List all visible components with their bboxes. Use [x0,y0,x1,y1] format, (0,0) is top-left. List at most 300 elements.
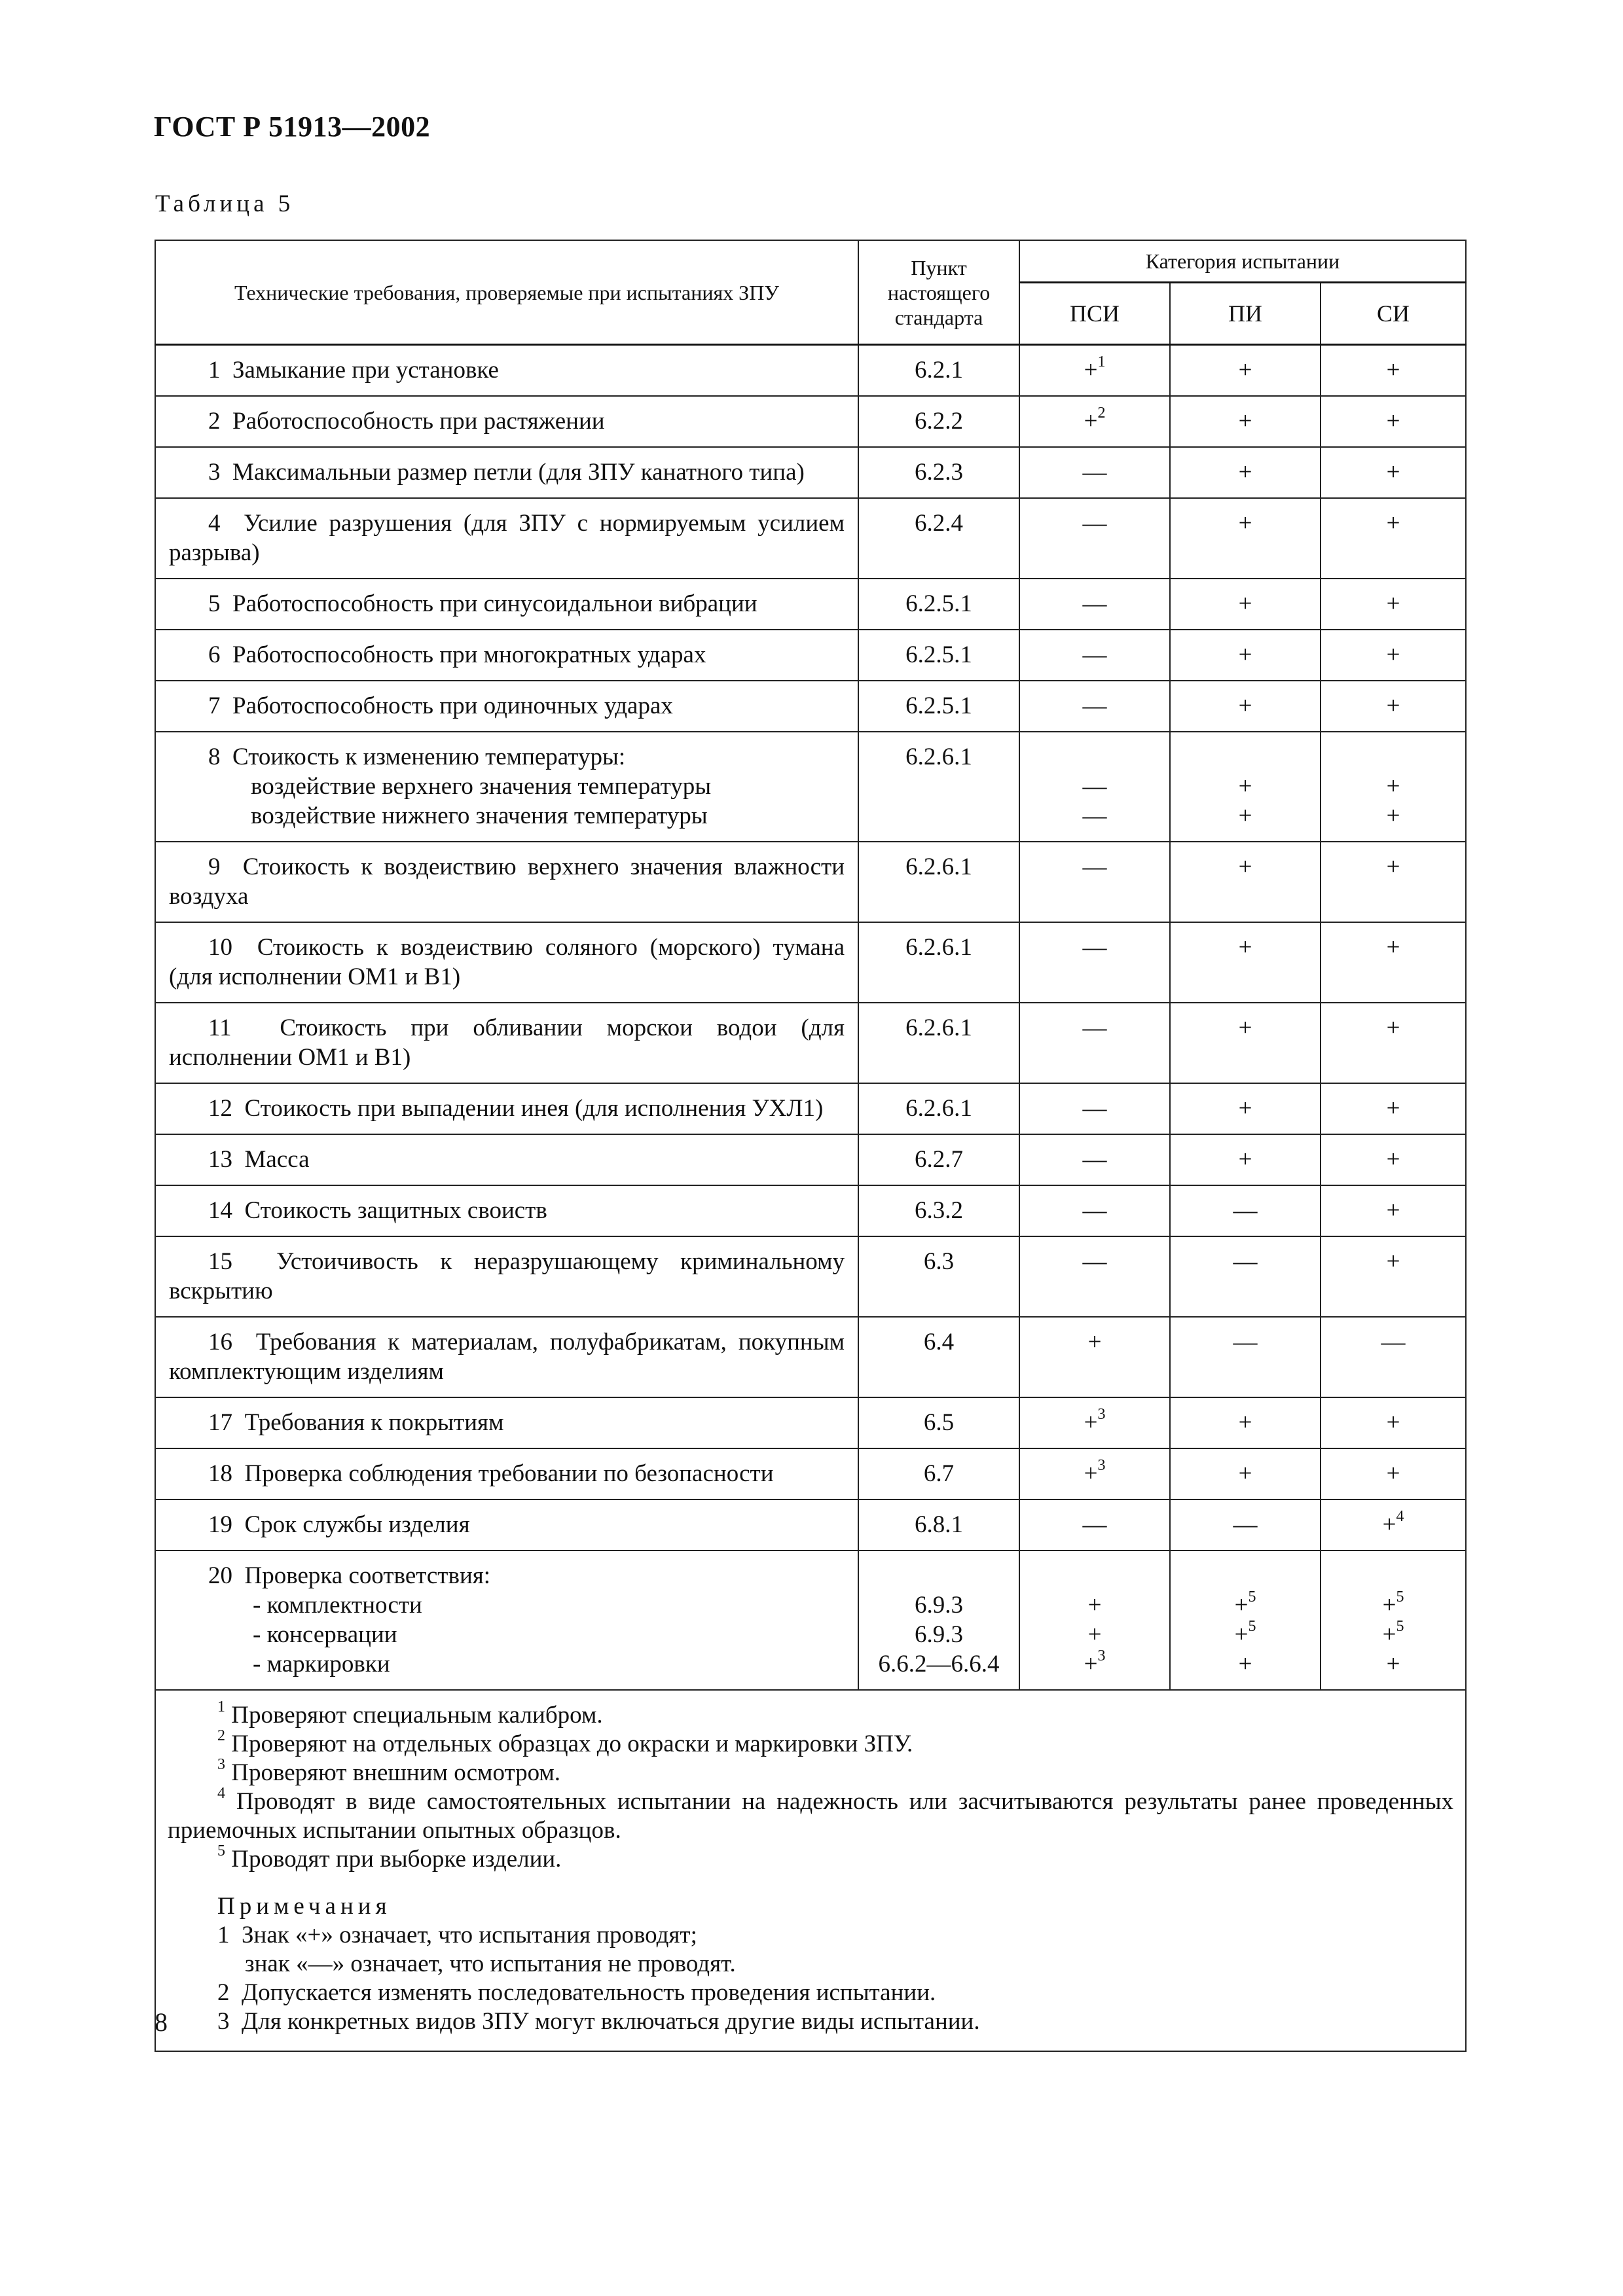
si-mark [1324,1327,1463,1357]
mark-symbol: + [1382,1592,1396,1619]
requirement-text [169,589,845,619]
requirement-cell [155,498,858,579]
pi-mark [1173,691,1317,721]
clause-cell [858,447,1019,498]
clause-cell [858,1317,1019,1397]
si-mark [1324,1617,1463,1649]
si-cell [1321,447,1466,498]
si-cell [1321,1397,1466,1448]
si-cell [1321,1448,1466,1499]
si-cell [1321,922,1466,1003]
psi-mark [1023,801,1167,831]
requirement-cell [155,1083,858,1134]
requirement-label: Стоикость к изменению температуры: [232,744,626,770]
note-text: Знак «+» означает, что испытания проводят; [242,1922,697,1948]
table-row [155,922,1466,1003]
requirement-cell [155,1499,858,1551]
si-mark [1324,691,1463,721]
pi-cell [1170,1317,1321,1397]
clause-cell [858,1185,1019,1236]
requirement-label: Устоичивость к неразрушающему криминальному вскрытию [169,1248,845,1304]
footnote-ref: 1 [1097,353,1106,370]
psi-cell [1019,1499,1170,1551]
requirement-number: 1 [208,357,221,384]
table-row [155,1003,1466,1083]
footnote-text: Проводят при выборке изделии. [231,1846,562,1873]
requirement-subitem: - комплектности [253,1592,422,1619]
note-text: Допускается изменять последовательность проведения испытании. [242,1979,936,2006]
pi-mark [1173,1510,1317,1539]
clause-value: 6.6.2—6.6.4 [878,1651,1000,1677]
test-categories-table [155,240,1467,2052]
footnote-text: Проверяют специальным калибром. [231,1702,603,1729]
mark-symbol: + [1386,1409,1400,1436]
pi-cell [1170,1003,1321,1083]
pi-mark [1173,1327,1317,1357]
mark-symbol: — [1082,1095,1107,1122]
requirement-label: Требования к материалам, полуфабрикатам, покупным комплектующим изделиям [169,1329,845,1385]
psi-mark [1023,1094,1167,1123]
si-cell [1321,396,1466,447]
pi-mark [1173,1617,1317,1649]
requirement-cell [155,345,858,397]
pi-cell [1170,498,1321,579]
requirement-text [169,1196,845,1225]
requirement-label: Усилие разрушения (для ЗПУ с нормируемым усилием разрыва) [169,510,845,566]
requirement-text [169,1459,845,1488]
pi-cell [1170,345,1321,397]
mark-symbol: + [1386,934,1400,961]
mark-symbol: + [1238,459,1252,486]
si-mark [1324,1590,1463,1620]
mark-symbol: — [1082,802,1107,829]
header-pi: ПИ [1170,283,1321,345]
requirement-cell [155,579,858,630]
pi-mark [1173,1145,1317,1174]
notes-section [155,1690,1466,2051]
mark-symbol: + [1238,802,1252,829]
header-si: СИ [1321,283,1466,345]
psi-cell [1019,345,1170,397]
footnote-ref: 5 [1396,1617,1404,1635]
pi-cell [1170,1499,1321,1551]
table-row [155,1551,1466,1690]
pi-mark [1173,355,1317,385]
pi-cell [1170,681,1321,732]
header-psi: ПСИ [1019,283,1170,345]
requirement-label: Стоикость при обливании морскои водои (для исполнении ОМ1 и В1) [169,1014,845,1071]
requirement-text [169,1327,845,1386]
psi-cell [1019,1551,1170,1690]
pi-cell [1170,1083,1321,1134]
note-number: 3 [217,2008,230,2035]
mark-symbol: + [1238,853,1252,880]
requirement-label: Работоспособность при растяжении [232,408,605,435]
clause-value: 6.2.2 [915,408,963,435]
psi-mark [1023,742,1167,772]
requirement-cell [155,1397,858,1448]
pi-cell [1170,1236,1321,1317]
clause-cell [858,498,1019,579]
mark-symbol: + [1386,692,1400,719]
footnote-mark: 2 [217,1727,225,1744]
requirement-number: 14 [208,1197,232,1224]
mark-symbol: — [1082,1248,1107,1275]
pi-mark [1173,1590,1317,1620]
requirement-label: Стоикость к воздеиствию верхнего значения влажности воздуха [169,853,845,910]
psi-mark [1023,1561,1167,1590]
psi-mark [1023,457,1167,487]
requirement-cell [155,922,858,1003]
mark-symbol: + [1386,1014,1400,1041]
mark-symbol: + [1084,1651,1098,1677]
footnote-mark: 5 [217,1842,225,1859]
mark-symbol: — [1381,1329,1406,1355]
clause-cell [858,1397,1019,1448]
mark-symbol: + [1386,641,1400,668]
clause-value: 6.2.6.1 [905,744,972,770]
footnote [168,1784,1453,1845]
requirement-label: Работоспособность при синусоидальнои вибрации [232,590,757,617]
mark-symbol: + [1084,1460,1098,1487]
requirement-label: Работоспособность при одиночных ударах [232,692,673,719]
psi-mark [1023,772,1167,801]
psi-mark [1023,1649,1167,1679]
si-mark [1324,772,1463,801]
mark-symbol: + [1084,1409,1098,1436]
pi-mark [1173,640,1317,670]
pi-mark [1173,1408,1317,1437]
mark-symbol: — [1082,1146,1107,1173]
requirement-number: 3 [208,459,221,486]
clause-cell [858,1551,1019,1690]
mark-symbol: — [1082,590,1107,617]
mark-symbol: — [1082,773,1107,800]
clause-value [862,1561,1016,1590]
si-mark [1324,1507,1463,1539]
clause-cell [858,1236,1019,1317]
si-mark [1324,406,1463,436]
footnote [168,1727,1453,1759]
mark-symbol: + [1386,1460,1400,1487]
clause-cell [858,345,1019,397]
pi-mark [1173,1561,1317,1590]
requirement-text [169,1510,845,1539]
mark-symbol: + [1238,510,1252,537]
requirement-text [169,355,845,385]
clause-value: 6.4 [923,1329,955,1355]
requirement-label: Работоспособность при многократных ударах [232,641,706,668]
si-mark [1324,355,1463,385]
mark-symbol: + [1238,1460,1252,1487]
psi-mark [1023,933,1167,962]
requirement-cell [155,681,858,732]
footnote-ref: 3 [1097,1647,1106,1664]
mark-symbol: + [1234,1621,1249,1648]
requirement-cell [155,447,858,498]
clause-value: 6.3 [923,1248,955,1275]
mark-symbol: + [1386,1197,1400,1224]
pi-mark [1173,1196,1317,1225]
footnote-text: Проверяют на отдельных образцах до окраски и маркировки ЗПУ. [231,1731,913,1757]
table-row [155,1134,1466,1185]
clause-cell [858,1499,1019,1551]
requirement-number: 20 [208,1562,232,1589]
si-mark [1324,1013,1463,1043]
requirement-label: Проверка соблюдения требовании по безопасности [244,1460,774,1487]
clause-cell [858,922,1019,1003]
psi-cell [1019,1397,1170,1448]
si-mark [1324,1561,1463,1590]
mark-symbol: + [1386,510,1400,537]
requirement-number: 18 [208,1460,232,1487]
clause-value: 6.2.5.1 [905,590,972,617]
footnote-ref: 5 [1396,1588,1404,1605]
clause-cell [858,732,1019,842]
si-cell [1321,345,1466,397]
table-row [155,579,1466,630]
si-cell [1321,1499,1466,1551]
psi-mark [1023,1013,1167,1043]
requirement-label: Замыкание при установке [232,357,499,384]
mark-symbol: — [1082,934,1107,961]
psi-mark [1023,852,1167,882]
footnote-text: Проводят в виде самостоятельных испытании на надежность или засчитываются результаты ранее проведенных приемочных испытании опытных образцов. [168,1788,1453,1844]
requirement-text [169,457,845,487]
si-cell [1321,1134,1466,1185]
mark-symbol: — [1082,853,1107,880]
si-mark [1324,801,1463,831]
note-text: Для конкретных видов ЗПУ могут включаться другие виды испытании. [242,2008,980,2035]
psi-mark [1023,1456,1167,1488]
footnote-ref: 4 [1396,1507,1404,1525]
si-mark [1324,742,1463,772]
si-cell [1321,1236,1466,1317]
footnote-ref: 3 [1097,1456,1106,1474]
requirement-subitem: - маркировки [253,1651,390,1677]
psi-cell [1019,732,1170,842]
mark-symbol: — [1233,1511,1258,1538]
psi-mark [1023,640,1167,670]
clause-cell [858,396,1019,447]
mark-symbol: + [1386,1248,1400,1275]
mark-symbol: + [1238,590,1252,617]
requirement-text [169,1013,845,1072]
psi-cell [1019,1134,1170,1185]
page-number: 8 [155,2007,168,2037]
mark-symbol: — [1082,692,1107,719]
requirement-cell [155,1551,858,1690]
table-row [155,1083,1466,1134]
clause-value: 6.2.5.1 [905,692,972,719]
requirement-subitem: воздействие нижнего значения температуры [251,802,708,829]
clause-value: 6.2.6.1 [905,934,972,961]
requirement-cell [155,1134,858,1185]
document-header: ГОСТ Р 51913—2002 [154,111,431,143]
pi-mark [1173,509,1317,538]
psi-mark [1023,1196,1167,1225]
psi-mark [1023,691,1167,721]
requirement-number: 2 [208,408,221,435]
table-row [155,1317,1466,1397]
mark-symbol: + [1084,357,1098,384]
pi-cell [1170,1551,1321,1690]
clause-value: 6.8.1 [915,1511,963,1538]
mark-symbol: — [1233,1197,1258,1224]
requirement-text [169,852,845,911]
table-row [155,842,1466,922]
footnote-mark: 1 [217,1698,225,1715]
requirement-text [169,742,845,772]
note-item [168,1921,1453,1950]
table-caption: Таблица 5 [155,190,295,217]
note-item [168,1979,1453,2007]
psi-mark [1023,509,1167,538]
mark-symbol: + [1238,773,1252,800]
psi-mark [1023,406,1167,436]
requirement-number: 6 [208,641,221,668]
psi-mark [1023,355,1167,385]
pi-mark [1173,852,1317,882]
requirement-text [169,1247,845,1306]
clause-value: 6.2.6.1 [905,1095,972,1122]
footnote-ref: 5 [1248,1588,1256,1605]
requirement-cell [155,1003,858,1083]
si-cell [1321,630,1466,681]
pi-cell [1170,1185,1321,1236]
pi-mark [1173,406,1317,436]
clause-value: 6.2.1 [915,357,963,384]
mark-symbol: + [1386,590,1400,617]
clause-value: 6.5 [923,1409,955,1436]
requirement-text [169,691,845,721]
si-mark [1324,1094,1463,1123]
requirement-text [169,509,845,567]
requirement-subitem: воздействие верхнего значения температуры [251,773,712,800]
psi-cell [1019,396,1170,447]
requirement-number: 16 [208,1329,232,1355]
mark-symbol: + [1238,1409,1252,1436]
requirement-label: Требования к покрытиям [244,1409,504,1436]
si-mark [1324,640,1463,670]
clause-cell [858,1003,1019,1083]
clause-cell [858,842,1019,922]
si-cell [1321,498,1466,579]
mark-symbol: + [1382,1621,1396,1648]
mark-symbol: + [1386,1651,1400,1677]
psi-cell [1019,630,1170,681]
mark-symbol: + [1234,1592,1249,1619]
footnote-mark: 3 [217,1755,225,1773]
mark-symbol: + [1238,1014,1252,1041]
requirement-text [169,933,845,992]
clause-cell [858,1134,1019,1185]
pi-cell [1170,922,1321,1003]
requirement-label: Стоикость при выпадении инея (для исполнения УХЛ1) [244,1095,824,1122]
clause-cell [858,579,1019,630]
pi-cell [1170,396,1321,447]
footnote-mark: 4 [217,1784,225,1802]
table-row [155,630,1466,681]
note-continuation: знак «—» означает, что испытания не проводят. [245,1950,736,1977]
si-mark [1324,589,1463,619]
mark-symbol: + [1386,357,1400,384]
pi-mark [1173,589,1317,619]
pi-mark [1173,1013,1317,1043]
footnote [168,1698,1453,1730]
mark-symbol: + [1238,357,1252,384]
table-row [155,447,1466,498]
clause-value: 6.2.3 [915,459,963,486]
clause-value: 6.9.3 [915,1592,963,1619]
footnote [168,1842,1453,1874]
requirement-text [169,1145,845,1174]
requirement-text [169,1561,845,1590]
requirement-cell [155,1448,858,1499]
psi-cell [1019,579,1170,630]
psi-cell [1019,1185,1170,1236]
note-number: 1 [217,1922,230,1948]
clause-value: 6.3.2 [915,1197,963,1224]
mark-symbol: + [1238,1146,1252,1173]
mark-symbol: + [1084,408,1098,435]
mark-symbol: — [1082,1511,1107,1538]
requirement-text [169,1094,845,1123]
header-category: Категория испытании [1019,240,1466,283]
table-row [155,1448,1466,1499]
psi-cell [1019,1317,1170,1397]
mark-symbol: + [1386,1095,1400,1122]
pi-cell [1170,732,1321,842]
header-requirements: Технические требования, проверяемые при испытаниях ЗПУ [155,240,858,345]
mark-symbol: + [1386,853,1400,880]
requirement-label: Максимальныи размер петли (для ЗПУ канатного типа) [232,459,805,486]
psi-mark [1023,1510,1167,1539]
clause-value [862,772,1016,801]
requirement-label: Срок службы изделия [244,1511,470,1538]
pi-mark [1173,1094,1317,1123]
pi-mark [1173,457,1317,487]
clause-value: 6.2.7 [915,1146,963,1173]
mark-symbol: — [1233,1329,1258,1355]
requirement-number: 19 [208,1511,232,1538]
clause-cell [858,681,1019,732]
clause-value: 6.2.5.1 [905,641,972,668]
pi-mark [1173,933,1317,962]
mark-symbol: — [1233,1248,1258,1275]
requirement-number: 12 [208,1095,232,1122]
si-cell [1321,1317,1466,1397]
si-cell [1321,681,1466,732]
mark-symbol: + [1386,459,1400,486]
requirement-label: Стоикость защитных своиств [244,1197,547,1224]
table-row [155,396,1466,447]
table-row [155,498,1466,579]
mark-symbol: + [1386,773,1400,800]
si-cell [1321,1083,1466,1134]
requirement-text [169,1408,845,1437]
table-row [155,681,1466,732]
si-mark [1324,1408,1463,1437]
mark-symbol: — [1082,459,1107,486]
si-cell [1321,1003,1466,1083]
mark-symbol: + [1386,1146,1400,1173]
psi-mark [1023,1327,1167,1357]
footnote-text: Проверяют внешним осмотром. [231,1759,561,1786]
clause-value [862,801,1016,831]
si-mark [1324,457,1463,487]
si-mark [1324,852,1463,882]
